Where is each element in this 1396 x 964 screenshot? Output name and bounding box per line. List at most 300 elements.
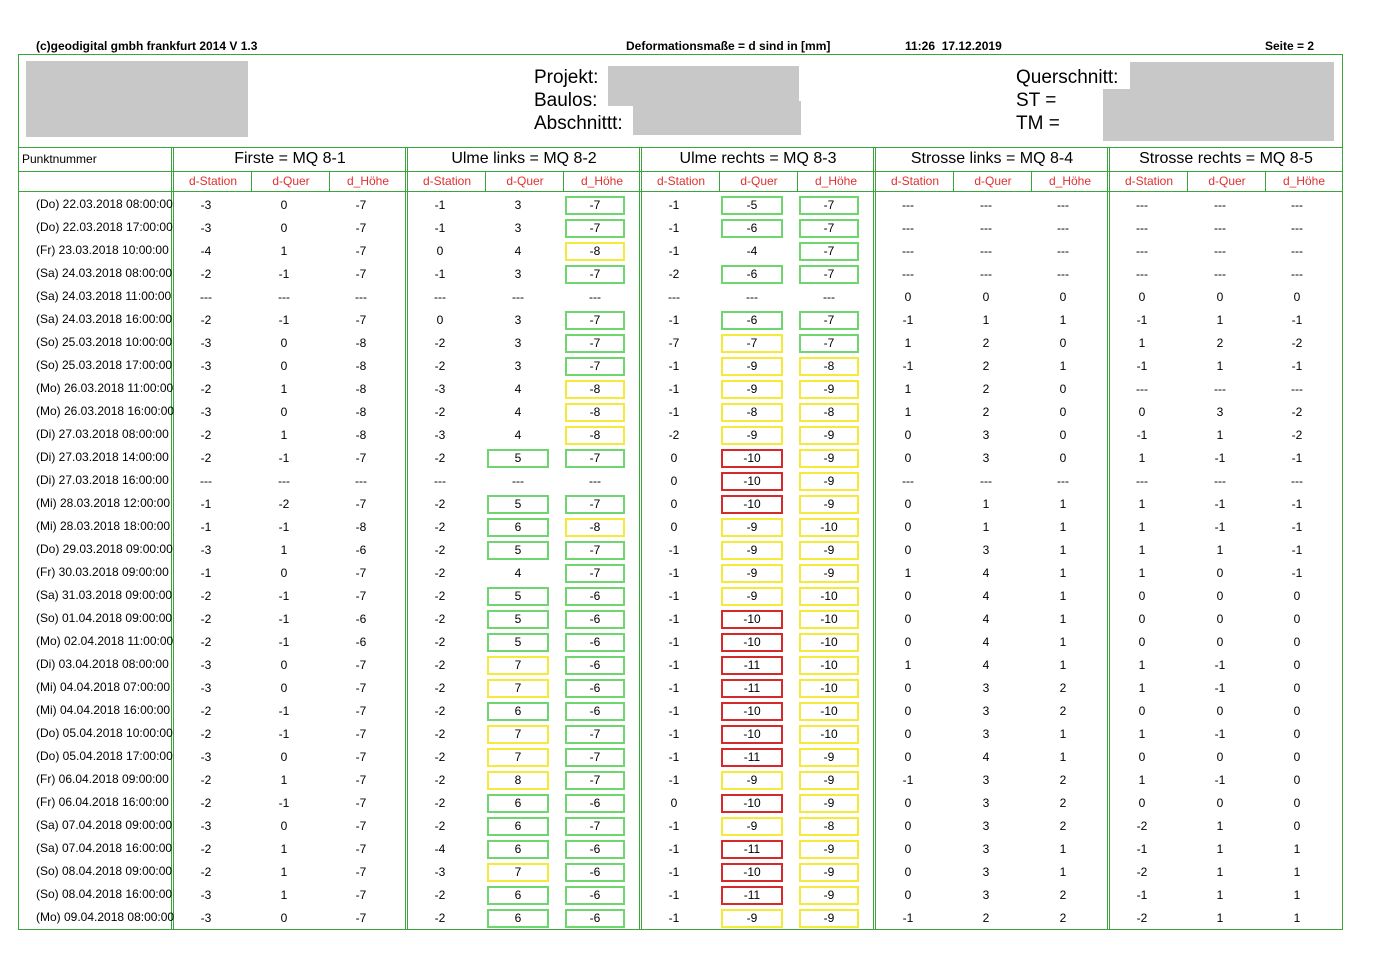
table-cell: -9 — [799, 909, 859, 928]
table-cell: 0 — [280, 566, 288, 580]
subheader-d-station: d-Station — [1124, 174, 1174, 188]
table-cell: --- — [823, 290, 835, 304]
table-cell: -8 — [565, 403, 625, 422]
table-cell: -9 — [721, 518, 783, 537]
table-cell: 0 — [280, 359, 288, 373]
table-cell: 3 — [982, 888, 990, 902]
table-cell: -9 — [721, 909, 783, 928]
table-cell: 1 — [1059, 566, 1067, 580]
row-label: (Mi) 28.03.2018 12:00:00 — [36, 496, 171, 510]
table-cell: -10 — [721, 472, 783, 491]
table-cell: -2 — [1136, 911, 1148, 925]
table-cell: 2 — [1216, 336, 1224, 350]
table-cell: 1 — [1138, 497, 1146, 511]
table-cell: --- — [1291, 474, 1303, 488]
table-cell: -2 — [434, 796, 446, 810]
table-cell: -9 — [799, 886, 859, 905]
table-cell: 3 — [982, 842, 990, 856]
table-cell: -3 — [434, 428, 446, 442]
logo-redaction — [26, 61, 248, 137]
table-cell: -7 — [799, 265, 859, 284]
table-cell: 1 — [1138, 658, 1146, 672]
table-cell: -8 — [565, 426, 625, 445]
table-cell: 0 — [904, 796, 912, 810]
table-cell: -9 — [799, 541, 859, 560]
table-cell: 0 — [1138, 589, 1146, 603]
table-cell: -7 — [355, 681, 367, 695]
table-cell: 1 — [1059, 842, 1067, 856]
table-cell: 0 — [904, 290, 912, 304]
table-cell: 0 — [1293, 681, 1301, 695]
table-cell: --- — [980, 267, 992, 281]
table-cell: -2 — [434, 750, 446, 764]
table-cell: --- — [980, 474, 992, 488]
table-cell: -2 — [278, 497, 290, 511]
table-cell: -6 — [565, 702, 625, 721]
row-label: (Do) 05.04.2018 17:00:00 — [36, 749, 173, 763]
table-cell: -10 — [799, 679, 859, 698]
table-cell: 1 — [1059, 543, 1067, 557]
table-cell: 0 — [1138, 704, 1146, 718]
row-label: (Sa) 24.03.2018 11:00:00 — [36, 289, 172, 303]
table-cell: -10 — [721, 449, 783, 468]
table-cell: -9 — [799, 426, 859, 445]
table-cell: 6 — [487, 840, 549, 859]
table-cell: -1 — [1291, 497, 1303, 511]
table-cell: 1 — [1059, 359, 1067, 373]
table-cell: 0 — [1059, 382, 1067, 396]
table-cell: -7 — [565, 564, 625, 583]
table-cell: -10 — [721, 610, 783, 629]
table-cell: 0 — [280, 750, 288, 764]
table-cell: 1 — [1138, 727, 1146, 741]
projekt-value-redaction — [608, 66, 799, 106]
table-cell: 5 — [487, 449, 549, 468]
table-cell: 1 — [1059, 727, 1067, 741]
table-cell: -6 — [565, 886, 625, 905]
table-cell: -1 — [1291, 520, 1303, 534]
table-cell: --- — [980, 221, 992, 235]
table-cell: 1 — [1138, 336, 1146, 350]
table-cell: 0 — [1293, 819, 1301, 833]
table-cell: -1 — [1214, 520, 1226, 534]
subheader-d-hoehe: d_Höhe — [814, 174, 858, 188]
table-cell: --- — [1057, 267, 1069, 281]
table-cell: -3 — [434, 865, 446, 879]
table-cell: -7 — [355, 267, 367, 281]
table-cell: 2 — [1059, 911, 1067, 925]
table-cell: 0 — [904, 842, 912, 856]
table-cell: -2 — [668, 267, 680, 281]
table-cell: -2 — [434, 911, 446, 925]
table-cell: 1 — [904, 566, 912, 580]
table-cell: 3 — [514, 336, 522, 350]
row-label: (Di) 27.03.2018 08:00:00 — [36, 427, 169, 441]
table-cell: -1 — [200, 497, 212, 511]
table-cell: -10 — [799, 656, 859, 675]
table-cell: 1 — [982, 497, 990, 511]
table-cell: -6 — [721, 265, 783, 284]
table-cell: -2 — [200, 428, 212, 442]
table-cell: 1 — [904, 658, 912, 672]
table-cell: 0 — [904, 589, 912, 603]
table-cell: 6 — [487, 702, 549, 721]
table-cell: --- — [589, 474, 601, 488]
table-cell: -1 — [1291, 359, 1303, 373]
table-cell: -9 — [721, 426, 783, 445]
table-cell: 1 — [1138, 773, 1146, 787]
table-cell: -2 — [200, 313, 212, 327]
table-cell: -7 — [355, 911, 367, 925]
group-strosse-links: Strosse links = MQ 8-4 — [910, 150, 1074, 167]
table-cell: 3 — [514, 198, 522, 212]
table-cell: -2 — [434, 497, 446, 511]
table-cell: 3 — [514, 359, 522, 373]
table-cell: --- — [1136, 244, 1148, 258]
table-cell: 2 — [1059, 704, 1067, 718]
page-number: Seite = 2 — [1265, 39, 1315, 53]
table-cell: 4 — [982, 589, 990, 603]
table-cell: -1 — [668, 727, 680, 741]
table-cell: -11 — [721, 748, 783, 767]
table-cell: -8 — [565, 242, 625, 261]
table-cell: --- — [1136, 221, 1148, 235]
table-cell: -8 — [355, 405, 367, 419]
table-cell: -3 — [200, 198, 212, 212]
subheader-d-hoehe: d_Höhe — [346, 174, 390, 188]
copyright-text: (c)geodigital gmbh frankfurt 2014 V 1.3 — [36, 39, 258, 53]
subheader-d-hoehe: d_Höhe — [1282, 174, 1326, 188]
table-cell: 1 — [1138, 543, 1146, 557]
group-firste: Firste = MQ 8-1 — [234, 150, 346, 167]
table-cell: -2 — [434, 773, 446, 787]
table-cell: --- — [1291, 267, 1303, 281]
table-cell: 0 — [1293, 750, 1301, 764]
row-label: (Fr) 06.04.2018 09:00:00 — [36, 772, 169, 786]
table-cell: -6 — [721, 219, 783, 238]
table-cell: --- — [278, 290, 290, 304]
table-cell: -6 — [355, 543, 367, 557]
table-cell: -2 — [200, 451, 212, 465]
table-cell: 0 — [904, 520, 912, 534]
table-cell: -2 — [434, 520, 446, 534]
group-separator-1 — [405, 147, 408, 930]
table-cell: 3 — [514, 313, 522, 327]
table-cell: -3 — [200, 681, 212, 695]
row-label: (Fr) 30.03.2018 09:00:00 — [36, 565, 169, 579]
table-cell: 0 — [904, 428, 912, 442]
table-cell: 0 — [670, 796, 678, 810]
table-cell: 1 — [982, 520, 990, 534]
table-cell: 0 — [1216, 589, 1224, 603]
table-cell: 1 — [1293, 865, 1301, 879]
table-cell: --- — [589, 290, 601, 304]
table-cell: 3 — [982, 681, 990, 695]
row-label: (So) 25.03.2018 10:00:00 — [36, 335, 173, 349]
table-cell: -6 — [565, 679, 625, 698]
table-cell: 5 — [487, 495, 549, 514]
group-ulme-rechts: Ulme rechts = MQ 8-3 — [679, 150, 837, 167]
table-cell: -9 — [799, 472, 859, 491]
table-cell: -7 — [565, 541, 625, 560]
table-cell: -1 — [668, 543, 680, 557]
table-cell: -2 — [200, 796, 212, 810]
table-cell: 3 — [982, 428, 990, 442]
table-cell: -1 — [668, 313, 680, 327]
table-cell: -2 — [434, 566, 446, 580]
table-cell: -7 — [355, 796, 367, 810]
table-cell: -9 — [721, 357, 783, 376]
table-cell: -9 — [721, 587, 783, 606]
table-cell: -9 — [799, 794, 859, 813]
table-cell: 2 — [982, 382, 990, 396]
table-cell: -2 — [200, 589, 212, 603]
table-cell: -7 — [355, 658, 367, 672]
table-cell: -10 — [721, 495, 783, 514]
table-cell: --- — [1291, 221, 1303, 235]
table-cell: -6 — [565, 863, 625, 882]
table-cell: -6 — [355, 612, 367, 626]
table-cell: -7 — [565, 196, 625, 215]
table-cell: 4 — [514, 566, 522, 580]
table-cell: --- — [1291, 198, 1303, 212]
group-strosse-rechts: Strosse rechts = MQ 8-5 — [1139, 150, 1313, 167]
tm-label: TM = — [1016, 113, 1060, 134]
table-cell: -9 — [799, 449, 859, 468]
table-cell: 1 — [1059, 497, 1067, 511]
table-cell: 0 — [1059, 336, 1067, 350]
table-cell: 0 — [1059, 405, 1067, 419]
timestamp: 11:26 17.12.2019 — [905, 39, 1002, 53]
table-cell: -6 — [565, 610, 625, 629]
table-cell: 1 — [1216, 313, 1224, 327]
table-cell: -3 — [200, 819, 212, 833]
table-cell: 0 — [670, 474, 678, 488]
table-cell: -7 — [799, 334, 859, 353]
row-label: (So) 08.04.2018 16:00:00 — [36, 887, 173, 901]
table-cell: -1 — [1214, 681, 1226, 695]
table-cell: -3 — [200, 336, 212, 350]
table-cell: 0 — [1216, 635, 1224, 649]
table-cell: -1 — [668, 773, 680, 787]
table-cell: -1 — [668, 359, 680, 373]
table-cell: -1 — [668, 405, 680, 419]
table-cell: -11 — [721, 656, 783, 675]
row-label: (Mo) 02.04.2018 11:00:00 — [36, 634, 174, 648]
table-cell: -1 — [668, 888, 680, 902]
table-cell: -1 — [434, 221, 446, 235]
table-cell: 1 — [1216, 543, 1224, 557]
table-cell: -1 — [200, 566, 212, 580]
table-cell: 7 — [487, 863, 549, 882]
table-cell: -7 — [799, 219, 859, 238]
table-cell: -1 — [278, 796, 290, 810]
table-cell: -7 — [565, 219, 625, 238]
table-cell: -7 — [355, 313, 367, 327]
table-cell: --- — [434, 290, 446, 304]
table-cell: 1 — [1216, 359, 1224, 373]
table-cell: -6 — [565, 840, 625, 859]
table-cell: -7 — [721, 334, 783, 353]
projekt-label: Projekt: — [534, 67, 599, 88]
table-cell: 0 — [904, 819, 912, 833]
table-cell: 5 — [487, 541, 549, 560]
table-cell: 0 — [1138, 635, 1146, 649]
table-cell: -7 — [799, 311, 859, 330]
row-label: (So) 25.03.2018 17:00:00 — [36, 358, 173, 372]
table-cell: 0 — [1293, 796, 1301, 810]
table-cell: -11 — [721, 840, 783, 859]
table-cell: -8 — [799, 357, 859, 376]
table-cell: 1 — [1216, 888, 1224, 902]
row-label: (Mo) 26.03.2018 16:00:00 — [36, 404, 175, 418]
table-cell: -1 — [1214, 497, 1226, 511]
table-cell: -4 — [434, 842, 446, 856]
table-cell: -1 — [668, 865, 680, 879]
table-cell: -3 — [200, 221, 212, 235]
table-cell: -1 — [902, 911, 914, 925]
subheader-d-quer: d-Quer — [1208, 174, 1246, 188]
group-divider — [19, 171, 1342, 172]
table-cell: 5 — [487, 587, 549, 606]
table-cell: -6 — [565, 656, 625, 675]
table-cell: -2 — [1291, 336, 1303, 350]
subheader-d-quer: d-Quer — [740, 174, 778, 188]
table-cell: -3 — [200, 359, 212, 373]
row-label: (Do) 05.04.2018 10:00:00 — [36, 726, 173, 740]
table-cell: -1 — [902, 773, 914, 787]
table-cell: -7 — [355, 221, 367, 235]
table-cell: 0 — [904, 888, 912, 902]
group-separator-4 — [1107, 147, 1110, 930]
table-cell: -3 — [200, 750, 212, 764]
querschnitt-label: Querschnitt: — [1016, 67, 1119, 88]
table-cell: -1 — [668, 704, 680, 718]
table-cell: -9 — [799, 863, 859, 882]
table-cell: 0 — [280, 221, 288, 235]
table-cell: 2 — [982, 359, 990, 373]
table-cell: -1 — [278, 313, 290, 327]
table-cell: 1 — [1138, 681, 1146, 695]
table-cell: -7 — [355, 198, 367, 212]
table-cell: -7 — [565, 771, 625, 790]
table-cell: -8 — [355, 382, 367, 396]
table-cell: 0 — [1293, 635, 1301, 649]
table-cell: -1 — [200, 520, 212, 534]
table-cell: 0 — [904, 451, 912, 465]
table-cell: -10 — [721, 633, 783, 652]
table-cell: 1 — [1059, 635, 1067, 649]
table-cell: -1 — [278, 589, 290, 603]
table-cell: -8 — [565, 380, 625, 399]
table-cell: 1 — [1059, 520, 1067, 534]
table-cell: 1 — [280, 773, 288, 787]
table-cell: 1 — [1216, 911, 1224, 925]
row-label: (Di) 03.04.2018 08:00:00 — [36, 657, 169, 671]
table-cell: 1 — [280, 543, 288, 557]
table-cell: 6 — [487, 817, 549, 836]
table-cell: 0 — [1216, 612, 1224, 626]
table-cell: -1 — [668, 244, 680, 258]
row-label: (Di) 27.03.2018 16:00:00 — [36, 473, 169, 487]
table-cell: 4 — [514, 428, 522, 442]
table-cell: 2 — [982, 336, 990, 350]
table-cell: --- — [1214, 221, 1226, 235]
table-cell: -2 — [434, 681, 446, 695]
table-cell: 0 — [1138, 750, 1146, 764]
table-cell: 1 — [1059, 658, 1067, 672]
table-cell: -2 — [200, 267, 212, 281]
table-cell: -8 — [355, 359, 367, 373]
table-cell: --- — [902, 267, 914, 281]
table-cell: -10 — [799, 725, 859, 744]
table-cell: -3 — [200, 543, 212, 557]
table-cell: -1 — [1291, 566, 1303, 580]
table-cell: -1 — [278, 267, 290, 281]
table-cell: --- — [668, 290, 680, 304]
table-cell: -1 — [1136, 313, 1148, 327]
table-cell: -7 — [565, 265, 625, 284]
table-cell: --- — [746, 290, 758, 304]
table-cell: -11 — [721, 679, 783, 698]
table-cell: 1 — [280, 382, 288, 396]
table-cell: 0 — [280, 681, 288, 695]
table-cell: 0 — [280, 198, 288, 212]
table-cell: -2 — [200, 865, 212, 879]
table-cell: 0 — [1216, 704, 1224, 718]
subheader-d-hoehe: d_Höhe — [1048, 174, 1092, 188]
table-cell: 4 — [982, 750, 990, 764]
table-cell: 1 — [280, 865, 288, 879]
querschnitt-value-redaction — [1130, 62, 1334, 91]
row-label: (Sa) 24.03.2018 16:00:00 — [36, 312, 173, 326]
units-note: Deformationsmaße = d sind in [mm] — [626, 39, 831, 53]
row-label: (Sa) 24.03.2018 08:00:00 — [36, 266, 173, 280]
table-cell: -2 — [434, 819, 446, 833]
subheader-d-station: d-Station — [890, 174, 940, 188]
table-cell: -10 — [721, 702, 783, 721]
table-cell: 3 — [982, 819, 990, 833]
table-cell: -6 — [565, 587, 625, 606]
table-cell: -4 — [746, 244, 758, 258]
table-cell: -1 — [668, 382, 680, 396]
table-cell: -7 — [355, 888, 367, 902]
table-cell: -2 — [434, 635, 446, 649]
table-cell: 3 — [982, 451, 990, 465]
table-cell: 0 — [1138, 405, 1146, 419]
table-cell: 1 — [1138, 566, 1146, 580]
table-cell: 1 — [1216, 819, 1224, 833]
table-cell: -7 — [565, 748, 625, 767]
table-cell: -2 — [434, 589, 446, 603]
table-cell: 1 — [280, 842, 288, 856]
table-cell: --- — [200, 290, 212, 304]
table-cell: -11 — [721, 886, 783, 905]
table-cell: 0 — [280, 658, 288, 672]
table-cell: -7 — [355, 244, 367, 258]
subheader-d-station: d-Station — [656, 174, 706, 188]
table-cell: 0 — [904, 497, 912, 511]
table-cell: 0 — [1138, 796, 1146, 810]
table-cell: 7 — [487, 748, 549, 767]
table-cell: 4 — [514, 405, 522, 419]
table-cell: -2 — [200, 842, 212, 856]
table-cell: -3 — [200, 658, 212, 672]
table-cell: -9 — [799, 380, 859, 399]
table-cell: 1 — [904, 336, 912, 350]
table-cell: -9 — [799, 495, 859, 514]
table-cell: -2 — [1136, 865, 1148, 879]
